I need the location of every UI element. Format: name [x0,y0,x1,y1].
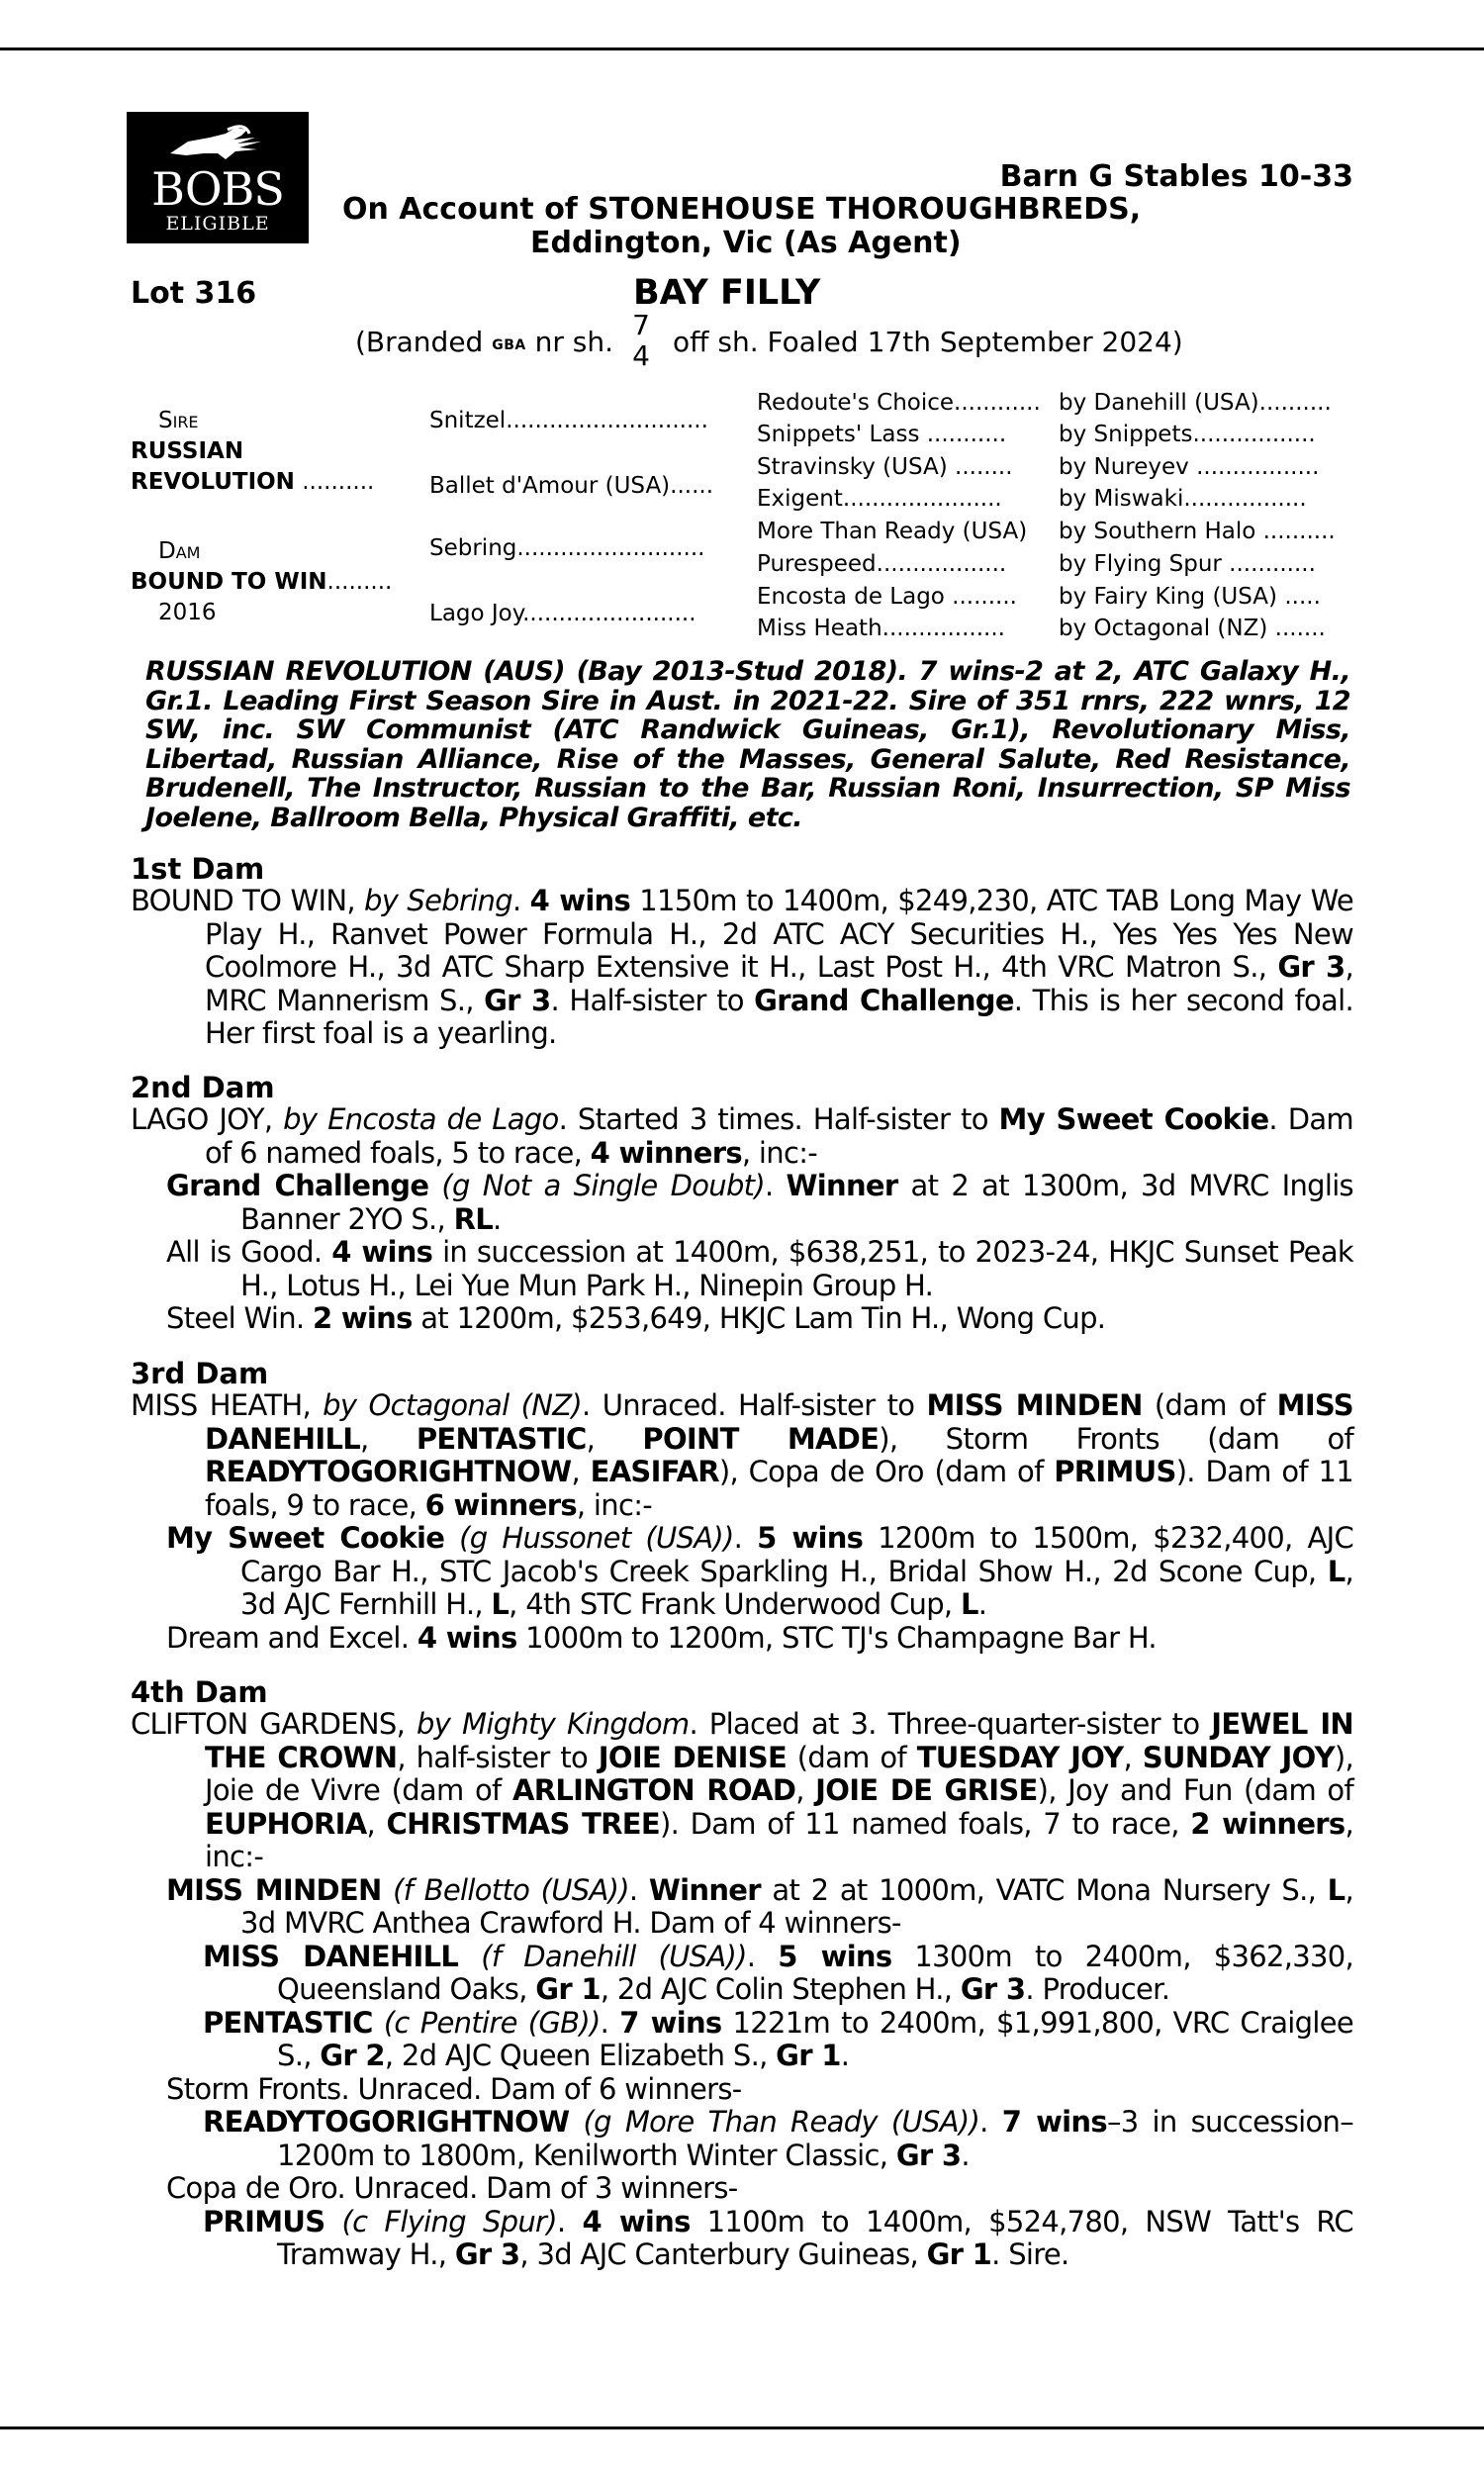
text-run: . Started 3 times. Half-sister to [558,1102,999,1136]
bold-run: L [960,1587,978,1621]
italic-run: (c Pentire (GB)) [383,2005,601,2040]
pedigree-gen3-4 [757,484,1060,514]
brand-and-foaling-line [355,309,1183,372]
pedigree-gen3-6 [757,549,1060,579]
pedigree-gen2-dam-dam [429,599,751,628]
bold-run: READYTOGORIGHTNOW [203,2105,570,2139]
section-heading: 4th Dam [131,1675,268,1709]
text-run [444,1521,459,1555]
leader-dots: ...... [670,473,714,499]
text-run: 1000m to 1200m, STC TJ's Champagne Bar H. [516,1620,1157,1655]
leader-dots: .......... [1255,519,1336,544]
bottom-rule [0,2426,1484,2429]
bold-run: Gr 1 [776,2039,841,2072]
pedigree-paragraph [131,2172,1353,2206]
pedigree-paragraph [131,1170,1353,1236]
pedigree-paragraph [131,1622,1353,1656]
bold-run: 4 winners [590,1135,742,1170]
text-run: . [511,884,530,917]
vendor-location: Eddington, Vic (As Agent) [530,226,962,260]
leader-dots: ............ [954,390,1041,416]
text-run: , [571,1455,591,1488]
bold-run: Grand Challenge [166,1169,429,1202]
logo-text-eligible: ELIGIBLE [165,213,270,235]
sire-name-line2 [131,467,417,497]
text-run: . [764,1169,787,1202]
text-run: . Unraced. Half-sister to [582,1388,927,1422]
horse-name: Miss Heath [757,616,882,641]
text-run: 1150m to 1400m, $249,230, ATC TAB Long May We Play H., Ranvet Power Formula H., 2d ATC ACY Securities H., Yes Yes Yes New Coolmore H., 3d ATC Sharp Extensive it H., Last Post H., 4th VRC Matron S., [205,884,1353,984]
bold-run: MISS MINDEN [926,1388,1143,1422]
leader-dots: ....... [1267,616,1326,641]
bold-run: Gr 3 [960,1972,1026,2006]
foaling-date: off sh. Foaled 17th September 2024) [673,326,1183,358]
bold-run: 4 wins [529,884,631,917]
text-run: MISS HEATH, [131,1388,324,1422]
text-run: , 2d AJC Colin Stephen H., [600,1972,961,2006]
section-body [131,885,1353,1051]
leader-dots: ............ [1221,551,1316,577]
second-dam-section [131,1072,1353,1336]
brand-position: nr sh. [534,326,614,358]
text-run: 1300m to 2400m, $362,330, Queensland Oaks, [277,1939,1353,2006]
horse-description-title: BAY FILLY [633,273,821,313]
text-run: LAGO JOY, [131,1102,284,1136]
text-run: CLIFTON GARDENS, [131,1707,417,1741]
text-run: 1100m to 1400m, $524,780, NSW Tatt's RC Tramway H., [277,2204,1353,2271]
bold-run: Gr 3 [484,983,551,1017]
top-rule [0,48,1484,50]
pedigree-paragraph [131,1874,1353,1941]
horse-name: Ballet d'Amour (USA) [429,473,671,499]
text-run: 1221m to 2400m, $1,991,800, VRC Craiglee S., [277,2005,1353,2072]
third-dam-section [131,1358,1353,1655]
text-run: (dam of [787,1740,917,1774]
bold-run: Gr 3 [1277,950,1345,984]
pedigree-paragraph [131,2106,1353,2172]
bold-run: JEWEL IN THE CROWN [205,1707,1353,1774]
text-run: . [979,2105,1002,2139]
text-run: Storm Fronts. Unraced. Dam of 6 winners- [166,2071,742,2106]
text-run: at 2 at 1000m, VATC Mona Nursery S., [760,1872,1328,1907]
text-run [428,1169,441,1202]
leader-dots: ............................ [506,408,708,433]
pedigree-paragraph [131,1708,1353,1874]
sire-ref: by Fairy King (USA) [1059,584,1278,610]
bold-run: Gr 1 [535,1972,601,2006]
bold-run: 5 wins [778,1939,892,1973]
dam-name: BOUND TO WIN [131,569,327,595]
bold-run: Gr 2 [320,2039,385,2072]
leader-dots: ......... [326,569,393,595]
text-run: at 1200m, $253,649, HKJC Lam Tin H., Wong Cup. [412,1301,1106,1335]
section-body [131,1103,1353,1336]
leader-dots: ................. [1183,486,1307,512]
leader-dots: ................. [1192,422,1316,447]
bold-run: 5 wins [757,1521,864,1555]
text-run: . [977,1587,987,1621]
text-run: , inc:- [205,1806,1353,1873]
bold-run: JOIE DENISE [598,1740,788,1774]
leader-dots: ........................ [522,601,696,626]
text-run: . [493,1201,502,1236]
pedigree-gen2-sire-dam [429,471,751,501]
sire-ref: by Danehill (USA) [1059,390,1259,416]
text-run: ), Copa de Oro (dam of [718,1455,1055,1488]
pedigree-gen3-1 [757,388,1060,418]
text-run: ). Dam of 11 foals, 9 to race, [205,1455,1353,1522]
bold-run: My Sweet Cookie [166,1521,445,1555]
horse-name: Lago Joy [429,601,523,626]
vendor-name: On Account of STONEHOUSE THOROUGHBREDS, [342,192,1142,227]
bold-run: EASIFAR [590,1455,719,1488]
bold-run: 4 wins [582,2204,691,2238]
sire-label: Sire [158,408,199,433]
bold-run: 7 wins [1001,2105,1107,2139]
text-run: , half-sister to [397,1740,599,1774]
text-run: in succession at 1400m, $638,251, to 2023-24, HKJC Sunset Peak H., Lotus H., Lei Yue Mun Park H., Ninepin Group H. [240,1235,1353,1302]
text-run: . [840,2039,850,2072]
pedigree-paragraph [131,885,1353,1051]
text-run: , 3d MVRC Anthea Crawford H. Dam of 4 winners- [240,1872,1353,1940]
text-run: . [600,2005,620,2040]
sire-ref: by Flying Spur [1059,551,1222,577]
sire-ref: by Southern Halo [1059,519,1256,544]
leader-dots: .......................... [516,535,705,561]
bobs-eligible-logo [127,112,309,243]
bold-run: PRIMUS [1054,1455,1176,1488]
fourth-dam-section [131,1676,1353,2272]
leader-dots: ................. [1188,454,1320,480]
pedigree-paragraph [131,1522,1353,1622]
bold-run: CHRISTMAS TREE [386,1806,660,1841]
text-run: , [366,1806,387,1841]
text-run: , 3d AJC Fernhill H., [240,1554,1353,1621]
pedigree-gen3-8-sire [1059,614,1353,643]
text-run: . Placed at 3. Three-quarter-sister to [689,1707,1212,1741]
pedigree-gen3-2-sire [1059,420,1353,449]
sire-ref: by Nureyev [1059,454,1189,480]
bold-run: PRIMUS [203,2204,325,2238]
section-heading: 3rd Dam [131,1357,269,1390]
text-run: ), Joie de Vivre (dam of [205,1740,1354,1807]
text-run: , 4th STC Frank Underwood Cup, [509,1587,961,1621]
horse-name: Redoute's Choice [757,390,955,416]
sire-name-line1: RUSSIAN [131,438,244,464]
text-run: ). Dam of 11 named foals, 7 to race, [660,1806,1191,1841]
leader-dots: ..... [1277,584,1321,610]
italic-run: by Sebring [364,884,512,917]
text-run: ), Joy and Fun (dam of [1037,1773,1353,1807]
section-body [131,1708,1353,2272]
bold-run: ARLINGTON ROAD [511,1773,796,1807]
text-run: Dream and Excel. [166,1620,417,1655]
bold-run: MISS DANEHILL [205,1388,1353,1456]
text-run: , [586,1421,643,1456]
text-run: . Producer. [1025,1972,1170,2006]
text-run: . [556,2204,583,2238]
text-run: 1200m to 1500m, $232,400, AJC Cargo Bar H., STC Jacob's Creek Sparkling H., Bridal Show H., 2d Scone Cup, [240,1521,1354,1588]
italic-run: by Mighty Kingdom [417,1707,690,1741]
pedigree-gen3-5-sire [1059,517,1353,546]
italic-run: by Encosta de Lago [283,1102,559,1136]
bold-run: Gr 3 [454,2237,520,2271]
text-run: at 2 at 1300m, 3d MVRC Inglis Banner 2YO S., [240,1169,1353,1236]
bold-run: 2 wins [312,1301,413,1335]
leader-dots: .................. [876,551,1007,577]
bold-run: POINT MADE [642,1421,880,1456]
leader-dots: ........... [919,422,1007,447]
horse-name: Snippets' Lass [757,422,920,447]
text-run: , 3d AJC Canterbury Guineas, [519,2237,927,2271]
bold-run: JOIE DE GRISE [815,1773,1038,1807]
pedigree-gen3-2 [757,420,1060,449]
bold-run: L [491,1587,510,1621]
bold-run: EUPHORIA [205,1806,367,1841]
brand-prefix: (Branded [355,326,484,358]
leader-dots: ...................... [842,486,1002,512]
text-run: . This is her second foal. Her first foal is a yearling. [205,983,1354,1050]
leader-dots: .......... [1258,390,1332,416]
text-run [382,1873,394,1907]
bold-run: My Sweet Cookie [998,1102,1269,1136]
text-run: (dam of [1142,1388,1277,1422]
horse-head-icon [166,124,269,167]
text-run: . [733,1521,758,1555]
lot-number: Lot 316 [131,276,257,311]
bold-run: 2 winners [1190,1806,1345,1841]
dam-label: Dam [158,538,201,564]
horse-name: Exigent [757,486,843,512]
leader-dots: .......... [294,469,375,495]
dam-name-line [131,567,417,597]
text-run: . [746,1939,779,1973]
bold-run: Winner [786,1169,898,1202]
italic-run: (f Bellotto (USA)) [393,1872,629,1907]
fraction-denominator: 4 [632,339,650,372]
text-run: , [795,1773,816,1807]
pedigree-paragraph [131,1941,1353,2007]
pedigree-gen3-1-sire [1059,388,1353,418]
horse-name: Encosta de Lago [757,584,945,610]
text-run [458,1940,481,1973]
pedigree-paragraph [131,1302,1353,1336]
bold-run: MISS MINDEN [166,1872,382,1907]
text-run: . Sire. [991,2237,1069,2271]
bold-run: Winner [648,1872,761,1907]
text-run: . [961,2138,970,2172]
text-run: . [628,1872,649,1907]
pedigree-paragraph [131,1389,1353,1522]
text-run: All is Good. [166,1235,332,1269]
pedigree-gen3-6-sire [1059,549,1353,579]
horse-name: Snitzel [429,408,507,433]
bold-run: 7 wins [619,2005,722,2040]
bold-run: PENTASTIC [416,1421,587,1456]
text-run: , inc:- [576,1487,653,1522]
pedigree-gen3-8 [757,614,1060,643]
text-run [325,2205,341,2238]
text-run: , inc:- [741,1135,818,1170]
section-heading: 1st Dam [131,852,265,886]
text-run: –3 in succession–1200m to 1800m, Kenilworth Winter Classic, [277,2105,1353,2172]
bold-run: L [1327,1554,1345,1588]
first-dam-section [131,853,1353,1051]
horse-name: Sebring [429,535,517,561]
dam-foaling-year: 2016 [158,600,217,625]
brand-mark: GBA [492,337,526,353]
italic-run: (g More Than Ready (USA)) [583,2105,980,2139]
section-body [131,1389,1353,1655]
pedigree-gen3-7-sire [1059,582,1353,612]
bold-run: READYTOGORIGHTNOW [205,1455,572,1488]
horse-name: More Than Ready (USA) [757,519,1028,544]
bold-run: 6 winners [424,1487,577,1522]
leader-dots: ......... [944,584,1017,610]
section-heading: 2nd Dam [131,1071,275,1104]
bold-run: Grand Challenge [754,983,1014,1017]
bold-run: Gr 1 [926,2237,992,2271]
text-run: Steel Win. [166,1301,313,1335]
pedigree-gen3-7 [757,582,1060,612]
sire-ref: by Miswaki [1059,486,1184,512]
brand-fraction [627,309,655,372]
sire-ref: by Snippets [1059,422,1193,447]
bold-run: SUNDAY JOY [1142,1740,1335,1774]
text-run: , 2d AJC Queen Elizabeth S., [384,2039,777,2072]
bold-run: Gr 3 [895,2138,962,2172]
pedigree-gen2-sire-sire [429,406,751,435]
text-run [569,2105,583,2139]
text-run: , MRC Mannerism S., [205,950,1353,1017]
horse-name: Purespeed [757,551,877,577]
fraction-numerator: 7 [632,309,650,341]
pedigree-gen2-dam-sire [429,533,751,563]
italic-run: (g Hussonet (USA)) [459,1521,734,1555]
sire-ref: by Octagonal (NZ) [1059,616,1268,641]
text-run: , [1123,1740,1143,1774]
pedigree-paragraph [131,1236,1353,1302]
italic-run: (f Danehill (USA)) [481,1939,747,1973]
text-run: Copa de Oro. Unraced. Dam of 3 winners- [166,2171,738,2205]
leader-dots: ........ [947,454,1013,480]
text-run: BOUND TO WIN, [131,884,365,917]
bold-run: 4 wins [331,1235,433,1269]
bold-run: PENTASTIC [203,2005,373,2040]
text-run: ), Storm Fronts (dam of [879,1421,1353,1456]
bold-run: TUESDAY JOY [916,1740,1124,1774]
bold-run: L [1327,1872,1345,1907]
pedigree-gen3-3-sire [1059,452,1353,482]
sire-summary: RUSSIAN REVOLUTION (AUS) (Bay 2013-Stud 2018). 7 wins-2 at 2, ATC Galaxy H., Gr.1. Leading First Season Sire in Aust. in 2021-22. Sire of 351 rnrs, 222 wnrs, 12 SW, inc. SW Communist (ATC Randwick Guineas, Gr.1), Revolutionary Miss, Libertad, Russian Alliance, Rise of the Masses, General Salute, Red Resistance, Brudenell, The Instructor, Russian to the Bar, Russian Roni, Insurrection, SP Miss Joelene, Ballroom Bella, Physical Graffiti, etc. [145,656,1350,833]
italic-run: (c Flying Spur) [341,2204,557,2238]
text-run [373,2006,384,2040]
pedigree-gen3-3 [757,452,1060,482]
leader-dots: ................. [881,616,1005,641]
bold-run: RL [453,1201,494,1236]
pedigree-paragraph [131,2007,1353,2073]
pedigree-table [131,388,1353,647]
italic-run: by Octagonal (NZ) [323,1388,583,1422]
pedigree-gen3-4-sire [1059,484,1353,514]
logo-text-bobs: BOBS [151,162,284,216]
barn-location: Barn G Stables 10-33 [999,159,1353,194]
pedigree-gen3-5 [757,517,1060,546]
text-run: . Half-sister to [550,983,755,1017]
pedigree-paragraph [131,1103,1353,1170]
text-run: , [360,1421,417,1456]
horse-name: Stravinsky (USA) [757,454,948,480]
italic-run: (g Not a Single Doubt) [441,1169,765,1202]
bold-run: MISS DANEHILL [203,1939,459,1973]
pedigree-paragraph [131,2206,1353,2272]
text-run: . Dam of 6 named foals, 5 to race, [205,1102,1353,1170]
pedigree-paragraph [131,2073,1353,2107]
sire-name: REVOLUTION [131,469,295,495]
bold-run: 4 wins [417,1620,517,1655]
